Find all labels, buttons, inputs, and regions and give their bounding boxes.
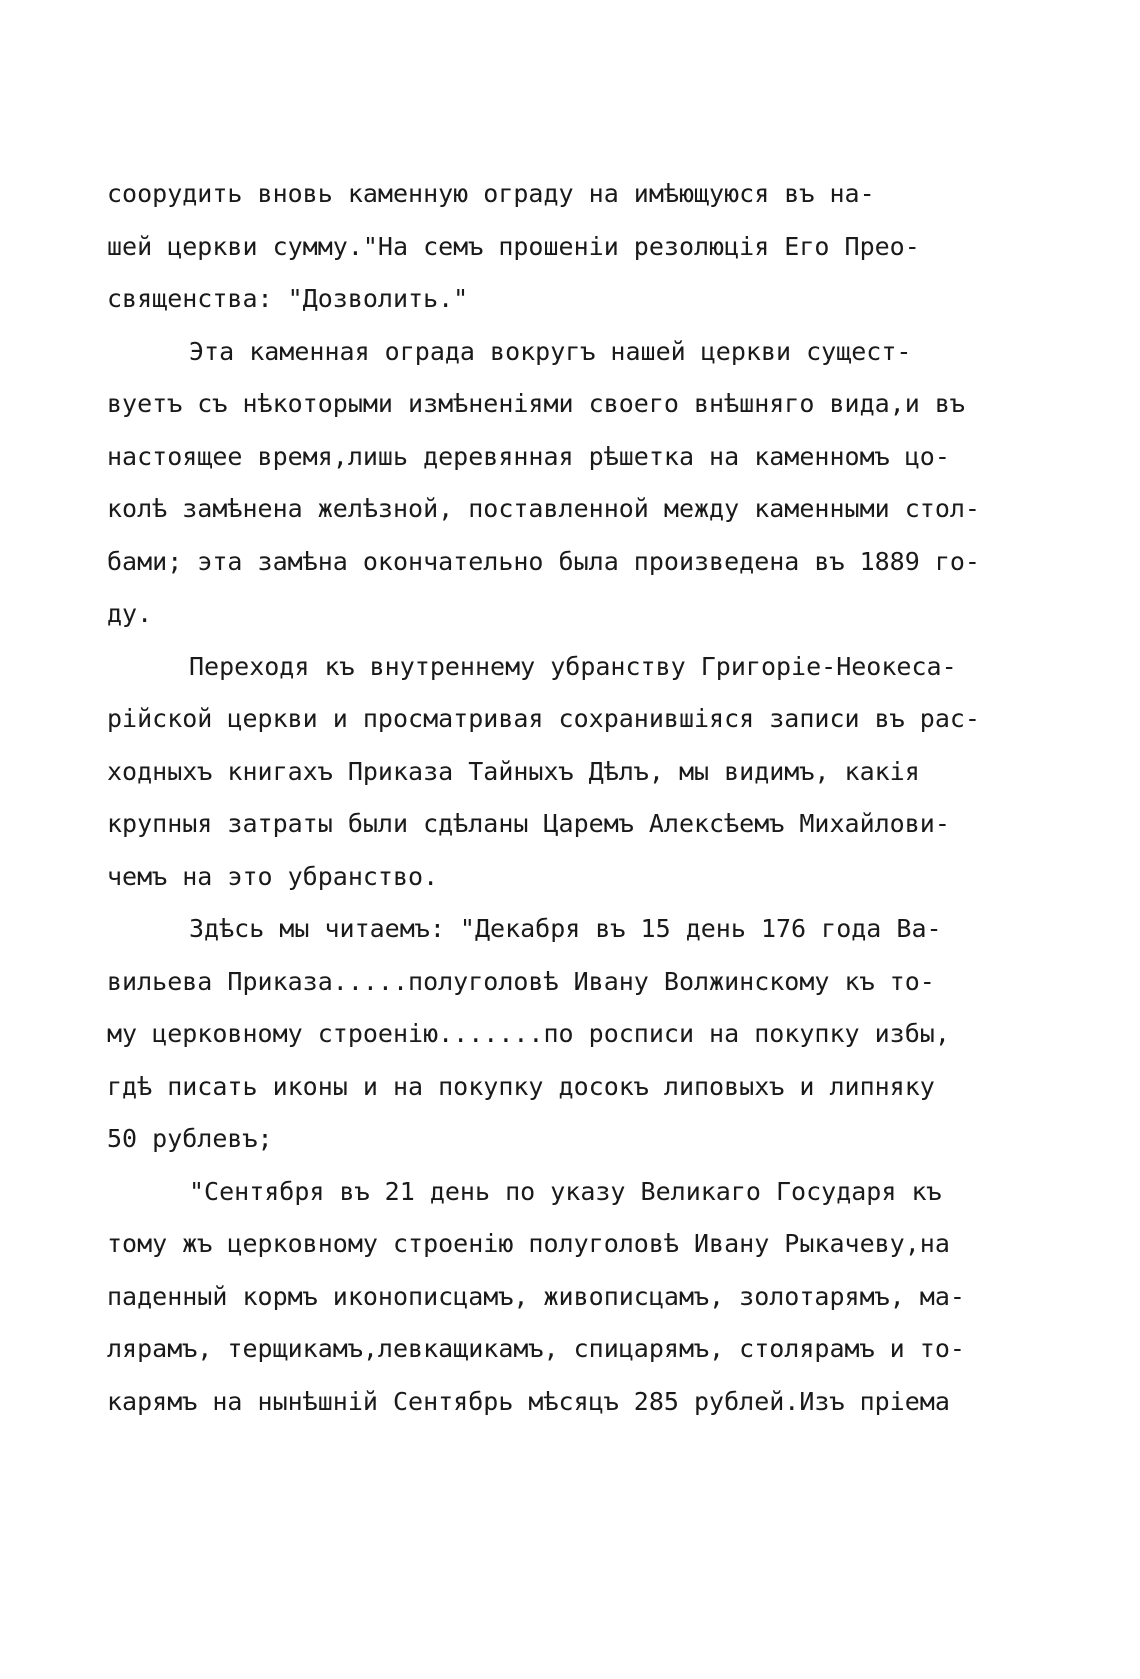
text-line: "Сентября въ 21 день по указу Великаго Государя къ <box>189 1176 942 1206</box>
text-line: соорудить вновь каменную ограду на имѣющуюся въ на- <box>107 179 875 208</box>
text-line: настоящее время,лишь деревянная рѣшетка на каменномъ цо- <box>107 441 950 471</box>
text-line: шей церкви сумму."На семъ прошеніи резолюція Его Преo- <box>107 231 920 261</box>
text-line: 50 рублевъ; <box>107 1124 273 1153</box>
text-line: лярамъ, терщикамъ,левкащикамъ, спицарямъ, столярамъ и то- <box>107 1334 965 1363</box>
text-line: тому жъ церковному строенію полуголовѣ Ивану Рыкачеву,на <box>107 1229 950 1258</box>
text-line: рійской церкви и просматривая сохранившіяся записи въ рас- <box>107 704 980 733</box>
text-line: Переходя къ внутреннему убранству Григоріе-Неокеса- <box>189 651 957 681</box>
text-line: гдѣ писать иконы и на покупку досокъ липовыхъ и липняку <box>107 1071 935 1101</box>
text-line: бами; эта замѣна окончательно была произведена въ 1889 го- <box>107 546 980 576</box>
text-line: Здѣсь мы читаемъ: "Декабря въ 15 день 176 года Ва- <box>189 914 942 943</box>
text-line: священства: "Дозволить." <box>107 284 469 313</box>
text-line: чемъ на это убранство. <box>107 861 439 891</box>
text-line: ду. <box>107 599 153 628</box>
text-line: Эта каменная ограда вокругъ нашей церкви сущест- <box>189 336 912 366</box>
text-line: карямъ на нынѣшній Сентябрь мѣсяцъ 285 рублей.Изъ пріема <box>107 1386 950 1416</box>
text-line: колѣ замѣнена желѣзной, поставленной между каменными стол- <box>107 494 980 523</box>
text-line: вильева Приказа.....полуголовѣ Ивану Волжинскому къ то- <box>107 966 935 996</box>
text-line: ходныхъ книгахъ Приказа Тайныхъ Дѣлъ, мы видимъ, какія <box>107 756 920 786</box>
text-line: крупныя затраты были сдѣланы Царемъ Алексѣемъ Михайлови- <box>107 809 950 838</box>
text-line: паденный кормъ иконописцамъ, живописцамъ, золотарямъ, ма- <box>107 1281 965 1311</box>
text-line: вуетъ съ нѣкоторыми измѣненіями своего внѣшняго вида,и въ <box>107 389 965 418</box>
text-line: му церковному строенію.......по росписи на покупку избы, <box>107 1019 950 1048</box>
typewritten-text-body <box>107 168 1067 1428</box>
